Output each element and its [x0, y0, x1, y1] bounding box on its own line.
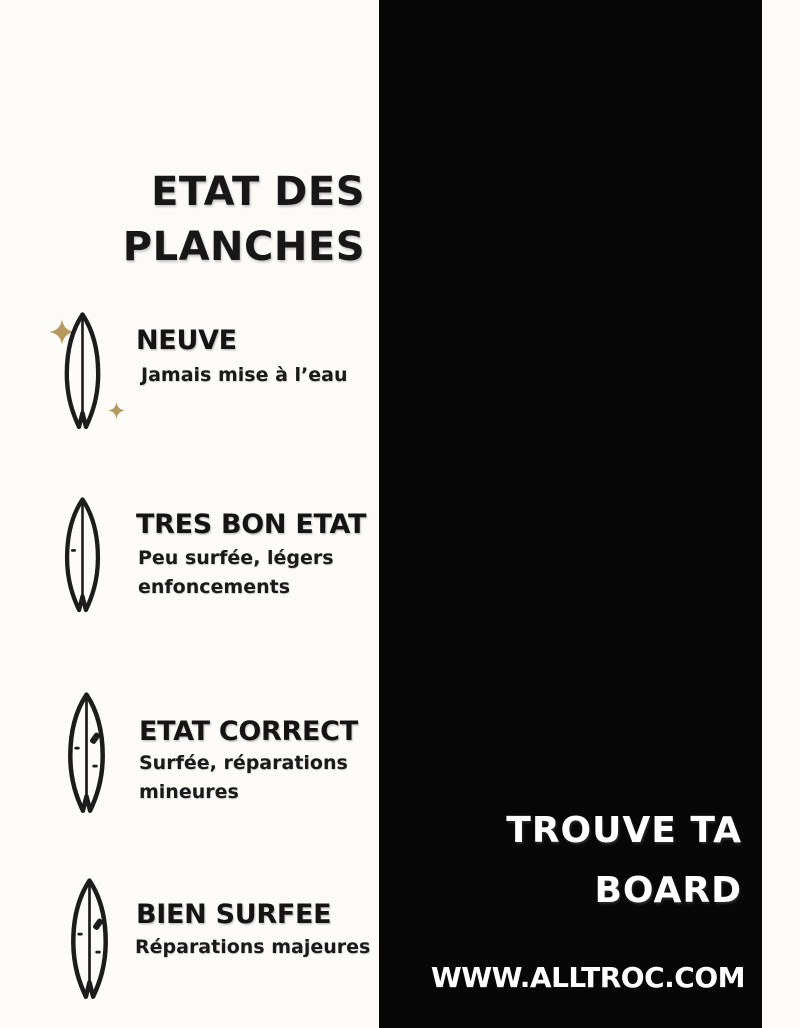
condition-description: Surfée, réparations mineures	[139, 752, 348, 803]
surfboard-light-wear-icon	[60, 496, 105, 616]
condition-description: Réparations majeures	[135, 936, 371, 958]
condition-description: Jamais mise à l’eau	[141, 364, 348, 386]
tagline-line2: BOARD	[594, 870, 742, 911]
condition-name: TRES BON ETAT	[136, 509, 367, 540]
condition-name: BIEN SURFEE	[136, 899, 332, 930]
condition-name: ETAT CORRECT	[139, 716, 358, 747]
surfboard-worn-icon	[64, 690, 109, 818]
condition-name: NEUVE	[136, 325, 237, 356]
surfboard-new-icon	[60, 311, 105, 433]
page-title	[20, 165, 365, 275]
condition-description: Peu surfée, légers enfoncements	[138, 547, 334, 598]
tagline-line1: TROUVE TA	[506, 810, 742, 851]
website-url: WWW.ALLTROC.COM	[430, 961, 745, 994]
sparkle-icon	[108, 402, 125, 423]
surfboard-heavy-wear-icon	[67, 873, 112, 1007]
page-title-line2: PLANCHES	[122, 224, 365, 270]
tagline	[422, 801, 742, 921]
page-title-line1: ETAT DES	[151, 169, 365, 215]
